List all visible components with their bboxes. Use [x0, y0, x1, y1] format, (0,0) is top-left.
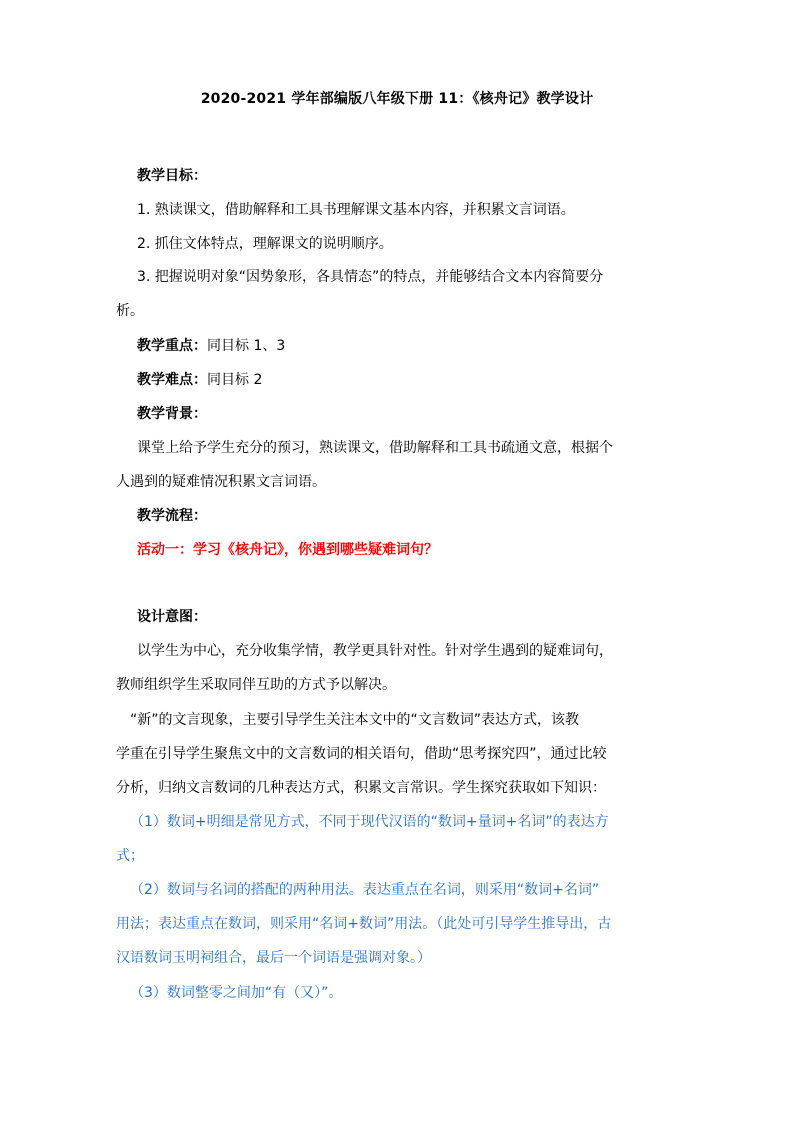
intent-p1-line-1: 以学生为中心，充分收集学情，教学更具针对性。针对学生遇到的疑难词句，: [137, 643, 613, 659]
difficulty-label: 教学难点：: [137, 372, 207, 388]
knowledge-2-line-2: 用法；表达重点在数词，则采用“名词+数词”用法。（此处可引导学生推导出，古: [116, 916, 612, 932]
knowledge-1-line-2: 式；: [116, 848, 144, 864]
knowledge-2-line-3: 汉语数词玉明祠组合，最后一个词语是强调对象。）: [116, 950, 431, 966]
objective-item-3-line-1: 3. 把握说明对象“因势象形，各具情态”的特点，并能够结合文本内容简要分: [137, 269, 604, 285]
intent-p1-line-2: 教师组织学生采取同伴互助的方式予以解决。: [116, 677, 396, 693]
objective-item-1: 1. 熟读课文，借助解释和工具书理解课文基本内容，并积累文言词语。: [137, 202, 575, 218]
background-line-1: 课堂上给予学生充分的预习，熟读课文，借助解释和工具书疏通文意，根据个: [137, 440, 613, 456]
difficulty: [137, 371, 717, 389]
intent-heading: 设计意图：: [137, 609, 207, 625]
objective-item-3-line-2: 析。: [116, 303, 144, 319]
document-title: 2020-2021 学年部编版八年级下册 11：《核舟记》教学设计: [200, 91, 594, 107]
knowledge-1-line-1: （1）数词+明细是常见方式，不同于现代汉语的“数词+量词+名词”的表达方: [130, 814, 609, 830]
background-line-2: 人遇到的疑难情况积累文言词语。: [116, 474, 326, 490]
objective-item-2: 2. 抓住文体特点，理解课文的说明顺序。: [137, 236, 393, 252]
activity-1: 活动一：学习《核舟记》，你遇到哪些疑难词句？: [137, 542, 438, 558]
key-point-label: 教学重点：: [137, 338, 207, 354]
background-heading: 教学背景：: [137, 406, 207, 422]
process-heading: 教学流程：: [137, 508, 207, 524]
difficulty-value: 同目标 2: [207, 372, 263, 388]
intent-p2-line-2: 学重在引导学生聚焦文中的文言数词的相关语句，借助“思考探究四”，通过比较: [116, 746, 607, 762]
knowledge-3-line-1: （3）数词整零之间加“有（又）”。: [130, 985, 343, 1001]
objectives-heading: 教学目标：: [137, 168, 207, 184]
intent-p2-line-1: “新”的文言现象，主要引导学生关注本文中的“文言数词”表达方式，该教: [130, 712, 580, 728]
key-point-value: 同目标 1、3: [207, 338, 286, 354]
key-point: [137, 337, 717, 355]
intent-p2-line-3: 分析，归纳文言数词的几种表达方式，积累文言常识。学生探究获取如下知识：: [116, 780, 606, 796]
knowledge-2-line-1: （2）数词与名词的搭配的两种用法。表达重点在名词，则采用“数词+名词”: [130, 882, 600, 898]
